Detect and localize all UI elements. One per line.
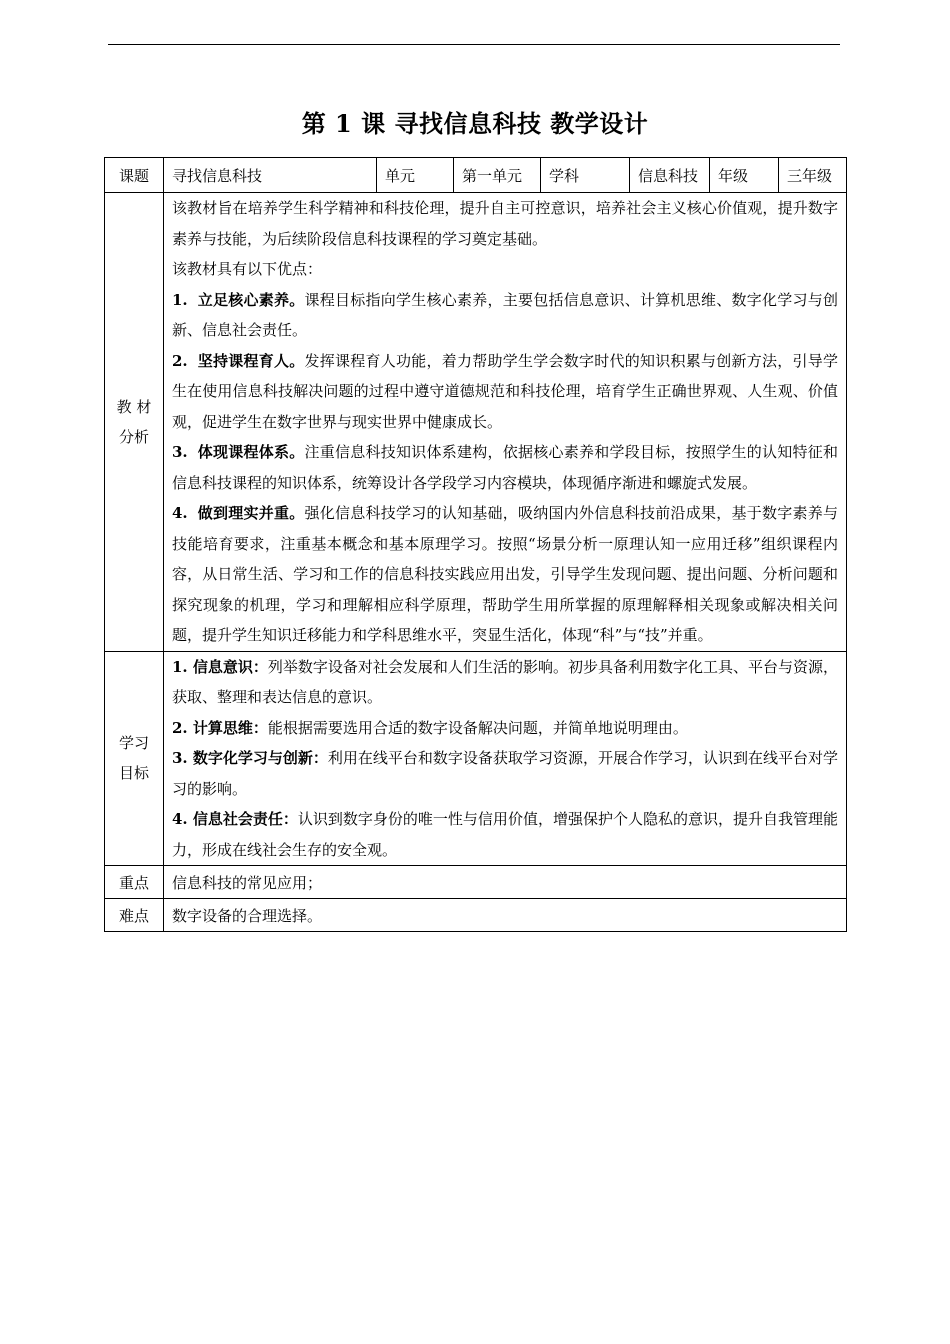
analysis-point-num: 4.: [172, 504, 188, 522]
subject-value: 信息科技: [630, 158, 710, 193]
analysis-content: [164, 193, 847, 652]
objectives-label-line-1: 学习: [118, 734, 149, 753]
objectives-row: [105, 651, 847, 866]
objective-title: 3. 数字化学习与创新：: [172, 749, 328, 767]
analysis-point: [172, 346, 838, 438]
header-rule: [108, 44, 840, 45]
difficulty-value: 数字设备的合理选择。: [164, 899, 847, 932]
info-row: [105, 158, 847, 193]
objective-item: [172, 652, 838, 713]
analysis-intro: 该教材旨在培养学生科学精神和科技伦理，提升自主可控意识，培养社会主义核心价值观，提升数字素养与技能，为后续阶段信息科技课程的学习奠定基础。: [172, 199, 838, 248]
objective-item: [172, 713, 838, 744]
topic-label: 课题: [105, 158, 164, 193]
analysis-point-num: 3.: [172, 443, 188, 461]
analysis-point-text: 课程目标指向学生核心素养，主要包括信息意识、计算机思维、数字化学习与创新、信息社会责任。: [172, 290, 838, 339]
key-point-row: [105, 866, 847, 899]
analysis-label-line-1: 教 材: [116, 397, 152, 416]
analysis-label: [105, 193, 164, 652]
key-point-value: 信息科技的常见应用；: [164, 866, 847, 899]
analysis-label-line-2: 分析: [118, 427, 149, 446]
page-title: 第 1 课 寻找信息科技 教学设计: [301, 109, 649, 138]
analysis-row: [105, 193, 847, 652]
grade-label: 年级: [710, 158, 779, 193]
analysis-point-text: 强化信息科技学习的认知基础，吸纳国内外信息科技前沿成果，基于数字素养与技能培育要求，注重基本概念和基本原理学习。按照“场景分析一原理认知一应用迁移”组织课程内容，从日常生活、学习和工作的信息科技实践应用出发，引导学生发现问题、提出问题、分析问题和探究现象的机理，学习和理解相应科学原理，帮助学生用所掌握的原理解释相关现象或解决相关问题，提升学生知识迁移能力和学科思维水平，突显生活化，体现“科”与“技”并重。: [172, 504, 838, 644]
analysis-point: [172, 498, 838, 651]
analysis-advantages-intro: 该教材具有以下优点：: [172, 260, 323, 278]
analysis-point-title: 坚持课程育人。: [197, 351, 305, 370]
analysis-point-text: 发挥课程育人功能，着力帮助学生学会数字时代的知识积累与创新方法，引导学生在使用信息科技解决问题的过程中遵守道德规范和科技伦理，培育学生正确世界观、人生观、价值观，促进学生在数字世界与现实世界中健康成长。: [172, 351, 838, 431]
analysis-point-title: 做到理实并重。: [197, 504, 305, 522]
objectives-content: [164, 651, 847, 866]
objective-item: [172, 804, 838, 865]
analysis-point-num: 1.: [172, 290, 188, 309]
analysis-point-title: 立足核心素养。: [197, 290, 305, 309]
analysis-point: [172, 285, 838, 346]
difficulty-label: 难点: [105, 899, 164, 932]
objective-item: [172, 743, 838, 804]
objectives-label: [105, 651, 164, 866]
key-point-label: 重点: [105, 866, 164, 899]
difficulty-row: [105, 899, 847, 932]
unit-value: 第一单元: [454, 158, 541, 193]
objective-title: 1. 信息意识：: [172, 657, 268, 676]
topic-value: 寻找信息科技: [164, 158, 377, 193]
lesson-plan-table: [104, 157, 847, 932]
objective-title: 4. 信息社会责任：: [172, 810, 298, 828]
analysis-point-text: 注重信息科技知识体系建构，依据核心素养和学段目标，按照学生的认知特征和信息科技课程的知识体系，统筹设计各学段学习内容模块，体现循序渐进和螺旋式发展。: [172, 443, 838, 492]
subject-label: 学科: [541, 158, 630, 193]
unit-label: 单元: [377, 158, 454, 193]
objective-title: 2. 计算思维：: [172, 718, 268, 737]
analysis-point: [172, 437, 838, 498]
objectives-label-line-2: 目标: [118, 764, 149, 783]
objective-text: 利用在线平台和数字设备获取学习资源，开展合作学习，认识到在线平台对学习的影响。: [172, 749, 838, 798]
objective-text: 列举数字设备对社会发展和人们生活的影响。初步具备利用数字化工具、平台与资源，获取、整理和表达信息的意识。: [172, 657, 838, 706]
analysis-point-title: 体现课程体系。: [197, 443, 305, 461]
objective-text: 能根据需要选用合适的数字设备解决问题，并简单地说明理由。: [267, 718, 688, 737]
grade-value: 三年级: [779, 158, 847, 193]
analysis-point-num: 2.: [172, 351, 188, 370]
objective-text: 认识到数字身份的唯一性与信用价值，增强保护个人隐私的意识，提升自我管理能力，形成在线社会生存的安全观。: [172, 810, 838, 859]
